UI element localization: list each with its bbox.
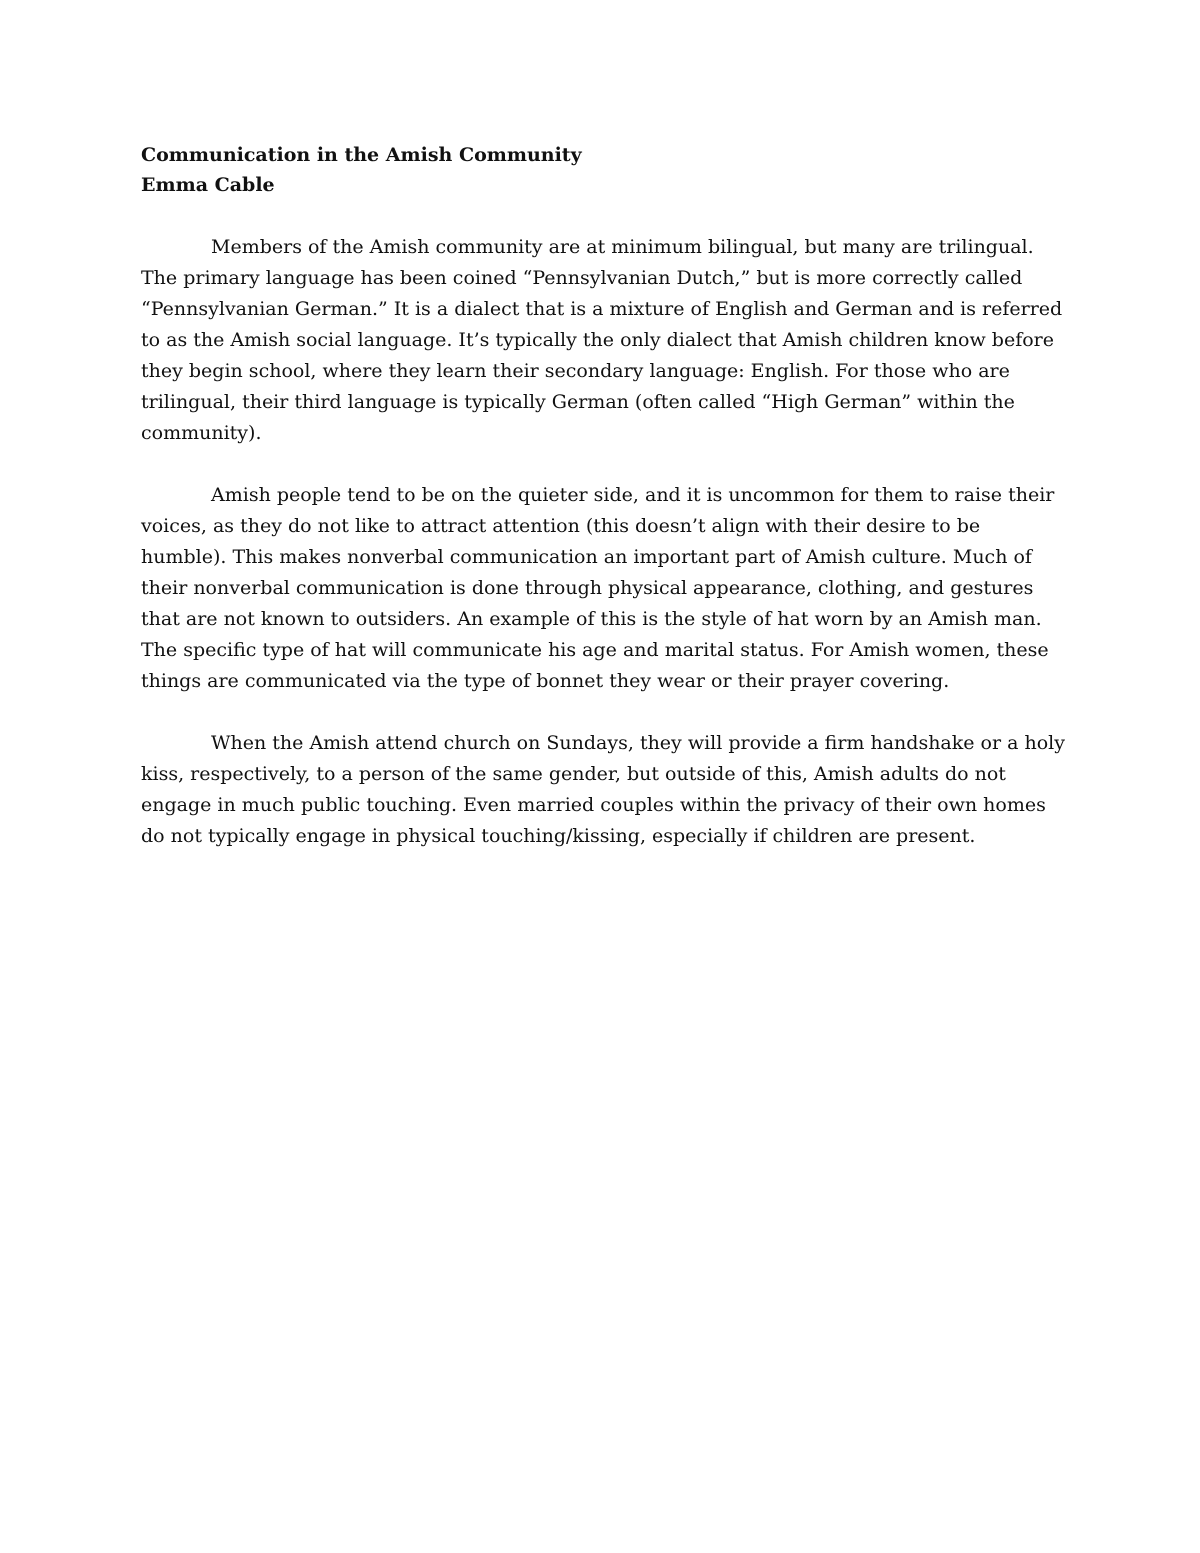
paragraph-languages: Members of the Amish community are at minimum bilingual, but many are trilingual. The primary language has been coined “Pennsylvanian Dutch,” but is more correctly called “Pennsylvanian German.” It is a dialect that is a mixture of English and German and is referred to as the Amish social language. It’s typically the only dialect that Amish children know before they begin school, where they learn their secondary language: English. For those who are trilingual, their third language is typically German (often called “High German” within the community). bbox=[141, 236, 1063, 444]
header-spacer bbox=[141, 200, 1071, 232]
document-body bbox=[141, 140, 1071, 883]
paragraph-nonverbal: Amish people tend to be on the quieter side, and it is uncommon for them to raise their voices, as they do not like to attract attention (this doesn’t align with their desire to be humble). This makes nonverbal communication an important part of Amish culture. Much of their nonverbal communication is done through physical appearance, clothing, and gestures that are not known to outsiders. An example of this is the style of hat worn by an Amish man. The specific type of hat will communicate his age and marital status. For Amish women, these things are communicated via the type of bonnet they wear or their prayer covering. bbox=[141, 484, 1055, 692]
paragraph-touching: When the Amish attend church on Sundays, they will provide a firm handshake or a holy kiss, respectively, to a person of the same gender, but outside of this, Amish adults do not engage in much public touching. Even married couples within the privacy of their own homes do not typically engage in physical touching/kissing, especially if children are present. bbox=[141, 732, 1065, 847]
document-title: Communication in the Amish Community bbox=[141, 144, 582, 166]
document-author: Emma Cable bbox=[141, 174, 275, 196]
